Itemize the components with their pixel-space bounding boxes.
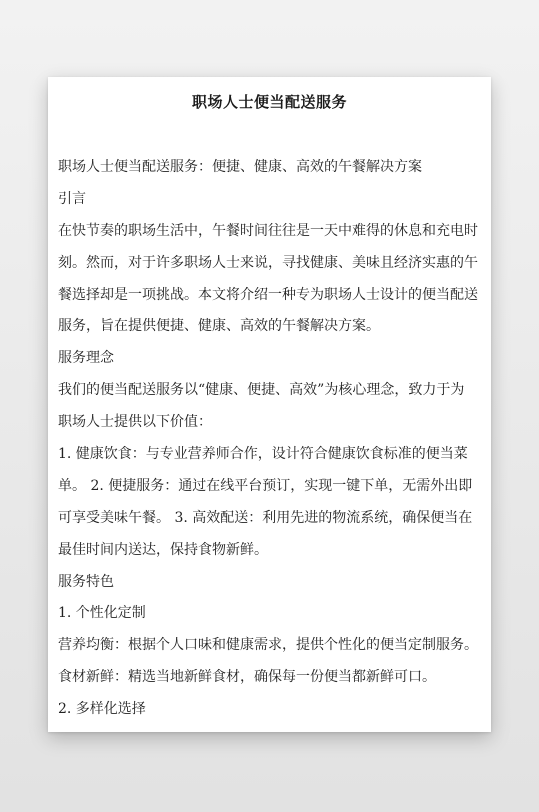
list-line: 最佳时间内送达，保持食物新鲜。: [58, 541, 268, 558]
list-line: 单。 2. 便捷服务：通过在线平台预订，实现一键下单，无需外出即: [58, 477, 473, 494]
paragraph-line: 服务，旨在提供便捷、健康、高效的午餐解决方案。: [58, 318, 380, 335]
document-body: [58, 152, 483, 726]
document-title: 职场人士便当配送服务: [191, 93, 347, 111]
paragraph-line: 刻。然而，对于许多职场人士来说，寻找健康、美味且经济实惠的午: [58, 254, 478, 271]
document-page: [48, 77, 491, 732]
subheading-line: 1. 个性化定制: [58, 605, 146, 622]
paragraph-line: 我们的便当配送服务以“健康、便捷、高效”为核心理念，致力于为: [58, 382, 465, 399]
paragraph-line: 在快节奏的职场生活中，午餐时间往往是一天中难得的休息和充电时: [58, 222, 478, 239]
paragraph-line: 餐选择却是一项挑战。本文将介绍一种专为职场人士设计的便当配送: [58, 286, 478, 303]
paragraph-line: 食材新鲜：精选当地新鲜食材，确保每一份便当都新鲜可口。: [58, 669, 436, 686]
subheading-line: 2. 多样化选择: [58, 701, 146, 718]
section-heading-features: 服务特色: [58, 573, 114, 590]
section-heading-philosophy: 服务理念: [58, 350, 114, 367]
intro-heading-line: 职场人士便当配送服务：便捷、健康、高效的午餐解决方案: [58, 159, 422, 175]
list-line: 可享受美味午餐。 3. 高效配送：利用先进的物流系统，确保便当在: [58, 509, 473, 526]
list-line: 1. 健康饮食：与专业营养师合作，设计符合健康饮食标准的便当菜: [58, 446, 468, 463]
paragraph-line: 职场人士提供以下价值：: [58, 414, 212, 431]
paragraph-line: 营养均衡：根据个人口味和健康需求，提供个性化的便当定制服务。: [58, 637, 478, 654]
section-heading-introduction: 引言: [58, 190, 86, 207]
